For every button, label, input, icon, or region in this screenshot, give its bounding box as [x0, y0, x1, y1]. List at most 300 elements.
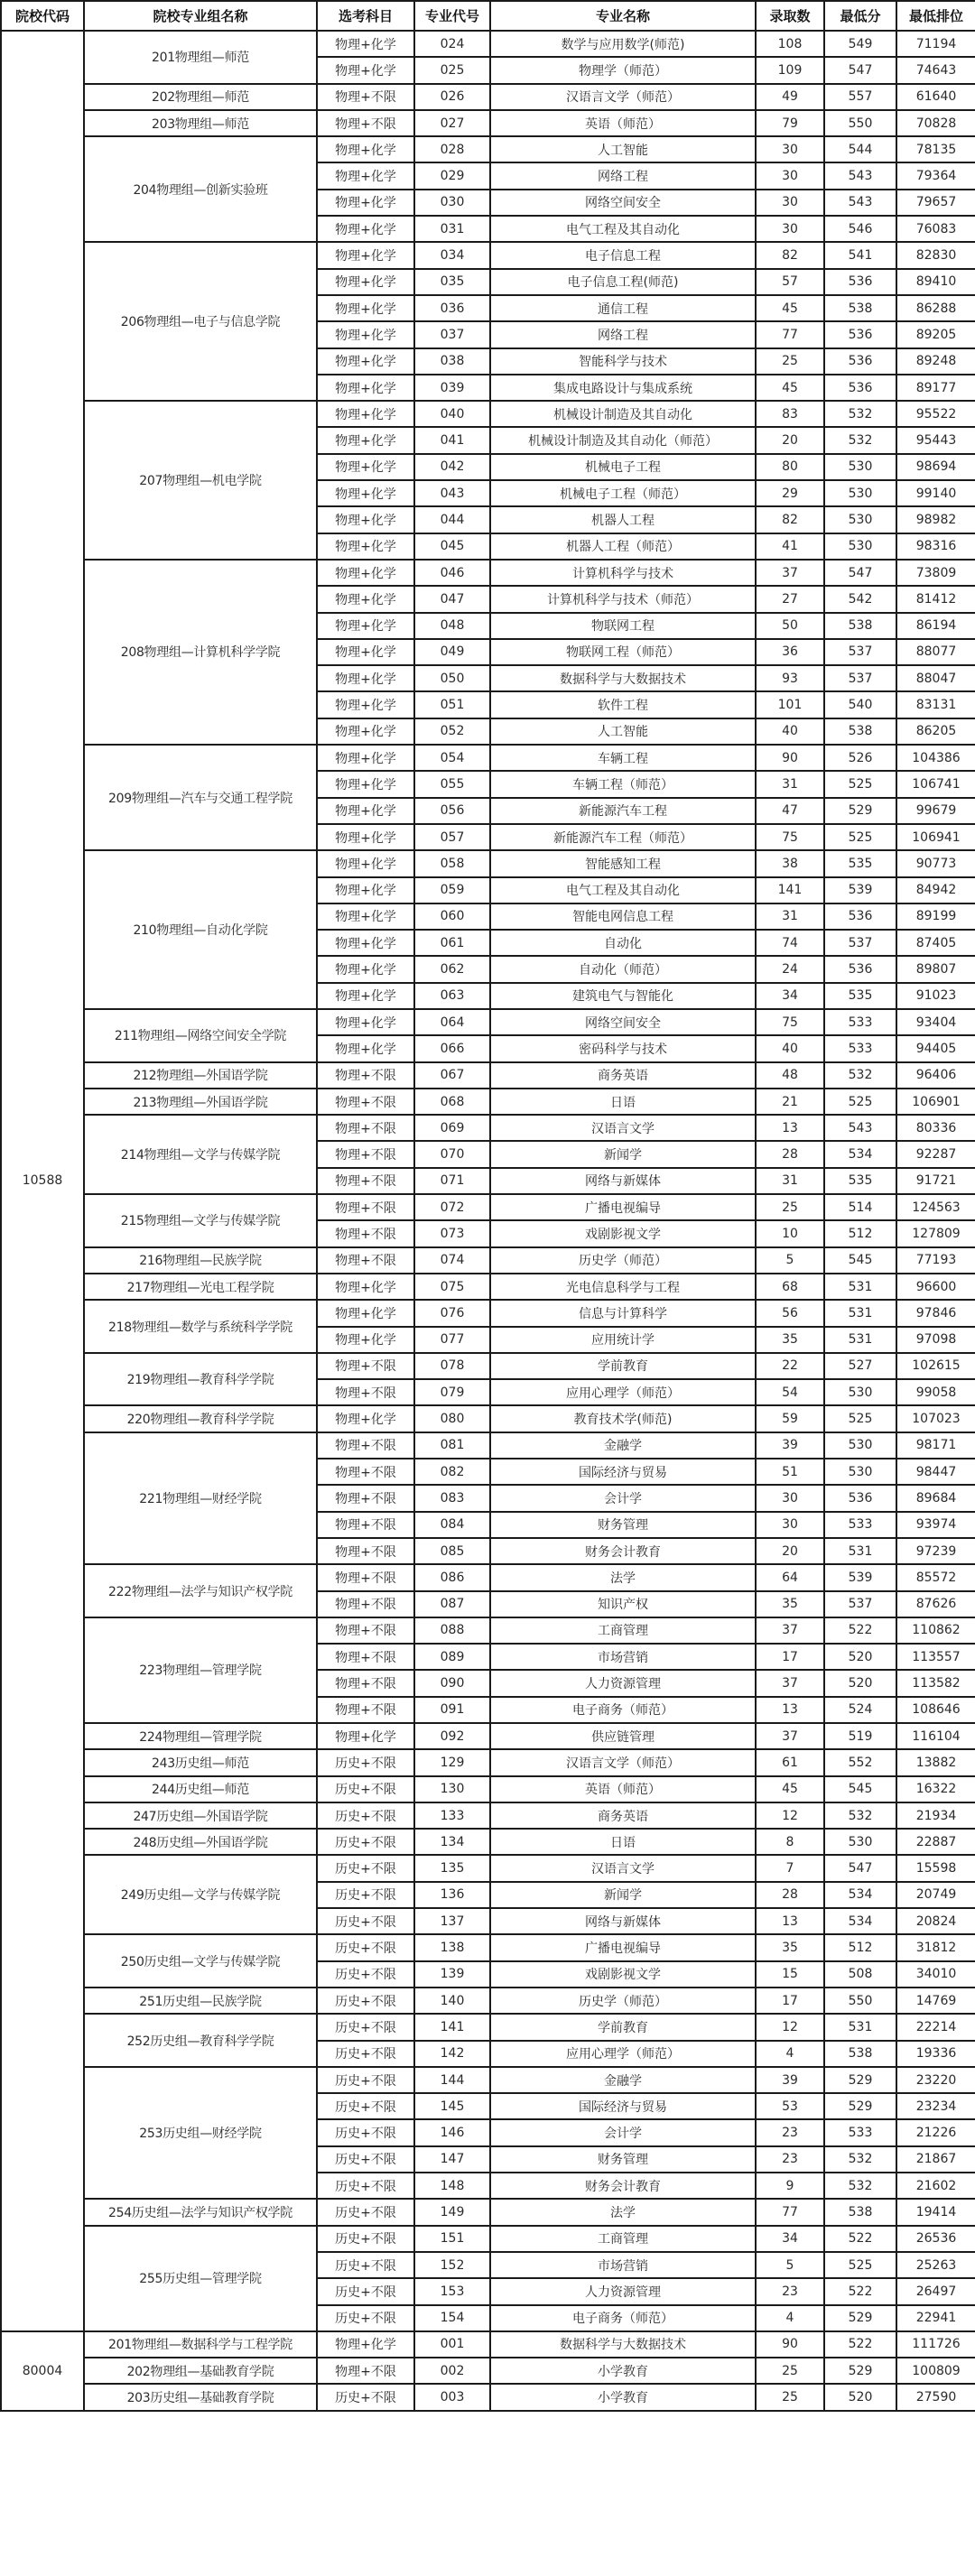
- subjects-cell: 物理+化学: [317, 586, 414, 612]
- major-name-cell: 网络工程: [490, 321, 756, 347]
- major-code-cell: 151: [414, 2226, 490, 2252]
- table-row: [1, 1617, 975, 1644]
- table-row: [1, 110, 975, 136]
- major-code-cell: 084: [414, 1512, 490, 1538]
- min-rank-cell: 87405: [896, 930, 975, 956]
- major-name-cell: 机器人工程: [490, 506, 756, 533]
- major-name-cell: 广播电视编导: [490, 1194, 756, 1220]
- major-name-cell: 新能源汽车工程（师范）: [490, 824, 756, 850]
- min-score-cell: 547: [824, 560, 896, 586]
- subjects-cell: 历史+不限: [317, 1961, 414, 1988]
- admitted-count-cell: 17: [756, 1988, 824, 2014]
- admitted-count-cell: 24: [756, 956, 824, 982]
- min-rank-cell: 79657: [896, 190, 975, 216]
- min-score-cell: 538: [824, 718, 896, 745]
- major-code-cell: 142: [414, 2041, 490, 2067]
- admitted-count-cell: 23: [756, 2278, 824, 2304]
- min-score-cell: 531: [824, 1327, 896, 1353]
- major-code-cell: 079: [414, 1379, 490, 1405]
- subjects-cell: 历史+不限: [317, 1908, 414, 1934]
- table-header: [1, 1, 975, 31]
- min-rank-cell: 79364: [896, 162, 975, 189]
- min-score-cell: 536: [824, 956, 896, 982]
- major-name-cell: 市场营销: [490, 2252, 756, 2278]
- min-score-cell: 530: [824, 1459, 896, 1485]
- min-rank-cell: 21867: [896, 2146, 975, 2173]
- major-code-cell: 034: [414, 242, 490, 268]
- min-score-cell: 535: [824, 850, 896, 876]
- subjects-cell: 物理+不限: [317, 1247, 414, 1274]
- major-name-cell: 机器人工程（师范）: [490, 533, 756, 560]
- admitted-count-cell: 34: [756, 983, 824, 1009]
- subjects-cell: 历史+不限: [317, 2384, 414, 2410]
- subjects-cell: 历史+不限: [317, 1776, 414, 1802]
- major-code-cell: 027: [414, 110, 490, 136]
- min-rank-cell: 86205: [896, 718, 975, 745]
- min-rank-cell: 89177: [896, 375, 975, 401]
- major-name-cell: 小学教育: [490, 2358, 756, 2384]
- admitted-count-cell: 51: [756, 1459, 824, 1485]
- subjects-cell: 物理+化学: [317, 718, 414, 745]
- subjects-cell: 物理+化学: [317, 31, 414, 57]
- subjects-cell: 物理+化学: [317, 1405, 414, 1432]
- min-score-cell: 529: [824, 2305, 896, 2331]
- min-rank-cell: 100809: [896, 2358, 975, 2384]
- group-name-cell: 201物理组—数据科学与工程学院: [84, 2331, 317, 2358]
- subjects-cell: 物理+化学: [317, 613, 414, 639]
- major-code-cell: 029: [414, 162, 490, 189]
- subjects-cell: 物理+化学: [317, 480, 414, 506]
- subjects-cell: 物理+化学: [317, 877, 414, 903]
- min-rank-cell: 82830: [896, 242, 975, 268]
- min-rank-cell: 98982: [896, 506, 975, 533]
- min-score-cell: 543: [824, 190, 896, 216]
- subjects-cell: 物理+化学: [317, 560, 414, 586]
- admitted-count-cell: 30: [756, 136, 824, 162]
- major-name-cell: 密码科学与技术: [490, 1035, 756, 1061]
- subjects-cell: 历史+不限: [317, 2252, 414, 2278]
- admitted-count-cell: 4: [756, 2305, 824, 2331]
- min-rank-cell: 127809: [896, 1220, 975, 1246]
- table-row: [1, 1300, 975, 1326]
- admitted-count-cell: 37: [756, 560, 824, 586]
- subjects-cell: 物理+不限: [317, 1564, 414, 1590]
- group-name-cell: 248历史组—外国语学院: [84, 1829, 317, 1855]
- min-rank-cell: 98447: [896, 1459, 975, 1485]
- table-row: [1, 242, 975, 268]
- min-score-cell: 538: [824, 295, 896, 321]
- min-score-cell: 536: [824, 375, 896, 401]
- subjects-cell: 历史+不限: [317, 1934, 414, 1960]
- subjects-cell: 物理+化学: [317, 798, 414, 824]
- major-name-cell: 机械设计制造及其自动化（师范）: [490, 427, 756, 453]
- major-code-cell: 141: [414, 2014, 490, 2040]
- major-code-cell: 057: [414, 824, 490, 850]
- min-score-cell: 530: [824, 1829, 896, 1855]
- min-rank-cell: 88077: [896, 639, 975, 665]
- min-score-cell: 525: [824, 1089, 896, 1115]
- min-score-cell: 532: [824, 2173, 896, 2199]
- major-name-cell: 国际经济与贸易: [490, 2093, 756, 2119]
- min-score-cell: 557: [824, 84, 896, 110]
- min-score-cell: 530: [824, 1432, 896, 1459]
- school-code-cell: 80004: [1, 2331, 84, 2411]
- group-name-cell: 202物理组—基础教育学院: [84, 2358, 317, 2384]
- min-score-cell: 525: [824, 824, 896, 850]
- major-code-cell: 086: [414, 1564, 490, 1590]
- subjects-cell: 物理+不限: [317, 1220, 414, 1246]
- min-rank-cell: 71194: [896, 31, 975, 57]
- min-rank-cell: 106941: [896, 824, 975, 850]
- major-code-cell: 055: [414, 771, 490, 797]
- major-name-cell: 供应链管理: [490, 1723, 756, 1749]
- admitted-count-cell: 64: [756, 1564, 824, 1590]
- major-name-cell: 网络空间安全: [490, 190, 756, 216]
- admitted-count-cell: 34: [756, 2226, 824, 2252]
- admitted-count-cell: 13: [756, 1115, 824, 1141]
- major-code-cell: 059: [414, 877, 490, 903]
- subjects-cell: 物理+化学: [317, 216, 414, 242]
- major-name-cell: 历史学（师范）: [490, 1988, 756, 2014]
- admitted-count-cell: 25: [756, 2358, 824, 2384]
- admitted-count-cell: 13: [756, 1697, 824, 1723]
- major-code-cell: 082: [414, 1459, 490, 1485]
- major-code-cell: 138: [414, 1934, 490, 1960]
- admitted-count-cell: 35: [756, 1591, 824, 1617]
- min-rank-cell: 84942: [896, 877, 975, 903]
- min-score-cell: 529: [824, 2358, 896, 2384]
- subjects-cell: 历史+不限: [317, 2119, 414, 2145]
- min-rank-cell: 89199: [896, 903, 975, 930]
- min-score-cell: 534: [824, 1908, 896, 1934]
- major-name-cell: 会计学: [490, 1485, 756, 1511]
- min-score-cell: 512: [824, 1934, 896, 1960]
- min-rank-cell: 98694: [896, 454, 975, 480]
- table-row: [1, 1353, 975, 1379]
- admitted-count-cell: 37: [756, 1723, 824, 1749]
- subjects-cell: 物理+不限: [317, 1194, 414, 1220]
- admitted-count-cell: 90: [756, 745, 824, 771]
- min-rank-cell: 26497: [896, 2278, 975, 2304]
- min-rank-cell: 94405: [896, 1035, 975, 1061]
- major-name-cell: 数据科学与大数据技术: [490, 2331, 756, 2358]
- admitted-count-cell: 75: [756, 824, 824, 850]
- min-rank-cell: 99679: [896, 798, 975, 824]
- table-row: [1, 850, 975, 876]
- admitted-count-cell: 31: [756, 1168, 824, 1194]
- table-row: [1, 1247, 975, 1274]
- major-code-cell: 129: [414, 1749, 490, 1775]
- major-code-cell: 039: [414, 375, 490, 401]
- subjects-cell: 物理+化学: [317, 348, 414, 375]
- major-name-cell: 智能科学与技术: [490, 348, 756, 375]
- major-code-cell: 036: [414, 295, 490, 321]
- major-code-cell: 048: [414, 613, 490, 639]
- admitted-count-cell: 53: [756, 2093, 824, 2119]
- group-name-cell: 220物理组—教育科学学院: [84, 1405, 317, 1432]
- major-code-cell: 046: [414, 560, 490, 586]
- major-code-cell: 078: [414, 1353, 490, 1379]
- major-name-cell: 日语: [490, 1089, 756, 1115]
- admitted-count-cell: 36: [756, 639, 824, 665]
- major-name-cell: 商务英语: [490, 1062, 756, 1089]
- min-score-cell: 522: [824, 2278, 896, 2304]
- admitted-count-cell: 13: [756, 1908, 824, 1934]
- min-score-cell: 550: [824, 1988, 896, 2014]
- admitted-count-cell: 68: [756, 1274, 824, 1300]
- subjects-cell: 物理+化学: [317, 190, 414, 216]
- min-score-cell: 539: [824, 1564, 896, 1590]
- subjects-cell: 物理+化学: [317, 850, 414, 876]
- group-name-cell: 223物理组—管理学院: [84, 1617, 317, 1723]
- min-rank-cell: 116104: [896, 1723, 975, 1749]
- major-code-cell: 068: [414, 1089, 490, 1115]
- admitted-count-cell: 77: [756, 2199, 824, 2225]
- header-group-name: 院校专业组名称: [84, 1, 317, 31]
- min-rank-cell: 25263: [896, 2252, 975, 2278]
- min-rank-cell: 22941: [896, 2305, 975, 2331]
- min-score-cell: 531: [824, 1274, 896, 1300]
- major-code-cell: 069: [414, 1115, 490, 1141]
- major-code-cell: 139: [414, 1961, 490, 1988]
- table-row: [1, 2067, 975, 2093]
- min-score-cell: 508: [824, 1961, 896, 1988]
- subjects-cell: 历史+不限: [317, 1829, 414, 1855]
- min-score-cell: 537: [824, 930, 896, 956]
- admitted-count-cell: 20: [756, 427, 824, 453]
- min-rank-cell: 77193: [896, 1247, 975, 1274]
- table-row: [1, 1934, 975, 1960]
- major-code-cell: 137: [414, 1908, 490, 1934]
- min-rank-cell: 95522: [896, 401, 975, 427]
- group-name-cell: 243历史组—师范: [84, 1749, 317, 1775]
- major-name-cell: 电子商务（师范）: [490, 2305, 756, 2331]
- group-name-cell: 201物理组—师范: [84, 31, 317, 84]
- min-rank-cell: 93974: [896, 1512, 975, 1538]
- major-name-cell: 应用心理学（师范）: [490, 1379, 756, 1405]
- major-name-cell: 金融学: [490, 2067, 756, 2093]
- admitted-count-cell: 93: [756, 665, 824, 691]
- min-rank-cell: 26536: [896, 2226, 975, 2252]
- major-name-cell: 财务管理: [490, 1512, 756, 1538]
- major-name-cell: 学前教育: [490, 1353, 756, 1379]
- major-code-cell: 144: [414, 2067, 490, 2093]
- min-rank-cell: 13882: [896, 1749, 975, 1775]
- major-name-cell: 智能电网信息工程: [490, 903, 756, 930]
- admitted-count-cell: 5: [756, 1247, 824, 1274]
- min-score-cell: 533: [824, 1512, 896, 1538]
- min-rank-cell: 88047: [896, 665, 975, 691]
- min-score-cell: 547: [824, 57, 896, 83]
- admitted-count-cell: 5: [756, 2252, 824, 2278]
- admitted-count-cell: 56: [756, 1300, 824, 1326]
- admitted-count-cell: 40: [756, 718, 824, 745]
- major-code-cell: 083: [414, 1485, 490, 1511]
- major-name-cell: 电子商务（师范）: [490, 1697, 756, 1723]
- major-name-cell: 市场营销: [490, 1644, 756, 1670]
- major-name-cell: 人力资源管理: [490, 1670, 756, 1696]
- min-rank-cell: 91721: [896, 1168, 975, 1194]
- min-rank-cell: 124563: [896, 1194, 975, 1220]
- major-name-cell: 金融学: [490, 1432, 756, 1459]
- subjects-cell: 物理+化学: [317, 242, 414, 268]
- major-name-cell: 学前教育: [490, 2014, 756, 2040]
- major-name-cell: 建筑电气与智能化: [490, 983, 756, 1009]
- major-name-cell: 财务会计教育: [490, 1538, 756, 1564]
- min-score-cell: 547: [824, 1855, 896, 1881]
- subjects-cell: 物理+不限: [317, 1591, 414, 1617]
- subjects-cell: 历史+不限: [317, 2067, 414, 2093]
- min-score-cell: 541: [824, 242, 896, 268]
- admitted-count-cell: 20: [756, 1538, 824, 1564]
- admitted-count-cell: 101: [756, 691, 824, 718]
- min-score-cell: 527: [824, 1353, 896, 1379]
- major-name-cell: 通信工程: [490, 295, 756, 321]
- subjects-cell: 物理+不限: [317, 1062, 414, 1089]
- major-name-cell: 电气工程及其自动化: [490, 216, 756, 242]
- min-score-cell: 530: [824, 506, 896, 533]
- table-row: [1, 745, 975, 771]
- min-score-cell: 536: [824, 348, 896, 375]
- table-row: [1, 1009, 975, 1035]
- table-row: [1, 1405, 975, 1432]
- group-name-cell: 202物理组—师范: [84, 84, 317, 110]
- major-name-cell: 人工智能: [490, 136, 756, 162]
- subjects-cell: 物理+不限: [317, 1697, 414, 1723]
- major-name-cell: 汉语言文学（师范）: [490, 1749, 756, 1775]
- admitted-count-cell: 27: [756, 586, 824, 612]
- min-score-cell: 534: [824, 1882, 896, 1908]
- major-name-cell: 数据科学与大数据技术: [490, 665, 756, 691]
- major-name-cell: 计算机科学与技术: [490, 560, 756, 586]
- min-score-cell: 535: [824, 1168, 896, 1194]
- major-code-cell: 085: [414, 1538, 490, 1564]
- subjects-cell: 物理+不限: [317, 1538, 414, 1564]
- header-major-code: 专业代号: [414, 1, 490, 31]
- min-score-cell: 520: [824, 1670, 896, 1696]
- major-name-cell: 人工智能: [490, 718, 756, 745]
- admitted-count-cell: 35: [756, 1327, 824, 1353]
- table-row: [1, 2358, 975, 2384]
- min-rank-cell: 23220: [896, 2067, 975, 2093]
- subjects-cell: 历史+不限: [317, 1802, 414, 1829]
- min-rank-cell: 106741: [896, 771, 975, 797]
- major-name-cell: 英语（师范）: [490, 110, 756, 136]
- admitted-count-cell: 80: [756, 454, 824, 480]
- admitted-count-cell: 40: [756, 1035, 824, 1061]
- major-code-cell: 035: [414, 269, 490, 295]
- admitted-count-cell: 12: [756, 1802, 824, 1829]
- major-name-cell: 机械设计制造及其自动化: [490, 401, 756, 427]
- subjects-cell: 物理+化学: [317, 506, 414, 533]
- table-row: [1, 2384, 975, 2410]
- min-score-cell: 535: [824, 983, 896, 1009]
- min-score-cell: 531: [824, 2014, 896, 2040]
- major-code-cell: 038: [414, 348, 490, 375]
- major-code-cell: 050: [414, 665, 490, 691]
- major-name-cell: 应用心理学（师范）: [490, 2041, 756, 2067]
- major-code-cell: 003: [414, 2384, 490, 2410]
- major-code-cell: 134: [414, 1829, 490, 1855]
- min-score-cell: 545: [824, 1247, 896, 1274]
- min-score-cell: 530: [824, 1379, 896, 1405]
- subjects-cell: 历史+不限: [317, 2041, 414, 2067]
- major-code-cell: 063: [414, 983, 490, 1009]
- major-name-cell: 物联网工程: [490, 613, 756, 639]
- min-rank-cell: 21934: [896, 1802, 975, 1829]
- min-score-cell: 520: [824, 1644, 896, 1670]
- header-school-code: 院校代码: [1, 1, 84, 31]
- min-score-cell: 539: [824, 877, 896, 903]
- min-rank-cell: 95443: [896, 427, 975, 453]
- major-code-cell: 062: [414, 956, 490, 982]
- admitted-count-cell: 39: [756, 2067, 824, 2093]
- min-score-cell: 512: [824, 1220, 896, 1246]
- major-name-cell: 戏剧影视文学: [490, 1220, 756, 1246]
- major-code-cell: 071: [414, 1168, 490, 1194]
- min-score-cell: 530: [824, 480, 896, 506]
- major-code-cell: 028: [414, 136, 490, 162]
- major-code-cell: 025: [414, 57, 490, 83]
- admitted-count-cell: 4: [756, 2041, 824, 2067]
- subjects-cell: 历史+不限: [317, 2014, 414, 2040]
- min-rank-cell: 73809: [896, 560, 975, 586]
- major-code-cell: 043: [414, 480, 490, 506]
- min-rank-cell: 99140: [896, 480, 975, 506]
- min-rank-cell: 97239: [896, 1538, 975, 1564]
- table-row: [1, 1089, 975, 1115]
- major-name-cell: 物联网工程（师范）: [490, 639, 756, 665]
- major-name-cell: 智能感知工程: [490, 850, 756, 876]
- table-row: [1, 1855, 975, 1881]
- subjects-cell: 物理+不限: [317, 1089, 414, 1115]
- major-code-cell: 056: [414, 798, 490, 824]
- min-rank-cell: 111726: [896, 2331, 975, 2358]
- subjects-cell: 历史+不限: [317, 2199, 414, 2225]
- group-name-cell: 254历史组—法学与知识产权学院: [84, 2199, 317, 2225]
- group-name-cell: 214物理组—文学与传媒学院: [84, 1115, 317, 1194]
- group-name-cell: 247历史组—外国语学院: [84, 1802, 317, 1829]
- subjects-cell: 物理+化学: [317, 691, 414, 718]
- group-name-cell: 206物理组—电子与信息学院: [84, 242, 317, 401]
- subjects-cell: 历史+不限: [317, 2226, 414, 2252]
- subjects-cell: 物理+化学: [317, 401, 414, 427]
- header-subjects: 选考科目: [317, 1, 414, 31]
- min-rank-cell: 98316: [896, 533, 975, 560]
- subjects-cell: 历史+不限: [317, 2305, 414, 2331]
- subjects-cell: 物理+化学: [317, 824, 414, 850]
- min-score-cell: 550: [824, 110, 896, 136]
- group-name-cell: 252历史组—教育科学学院: [84, 2014, 317, 2067]
- min-score-cell: 519: [824, 1723, 896, 1749]
- major-name-cell: 财务会计教育: [490, 2173, 756, 2199]
- major-code-cell: 001: [414, 2331, 490, 2358]
- subjects-cell: 历史+不限: [317, 2173, 414, 2199]
- min-rank-cell: 83131: [896, 691, 975, 718]
- admitted-count-cell: 37: [756, 1617, 824, 1644]
- subjects-cell: 历史+不限: [317, 2146, 414, 2173]
- min-score-cell: 537: [824, 665, 896, 691]
- major-code-cell: 140: [414, 1988, 490, 2014]
- major-code-cell: 044: [414, 506, 490, 533]
- admitted-count-cell: 25: [756, 2384, 824, 2410]
- min-rank-cell: 89205: [896, 321, 975, 347]
- min-score-cell: 544: [824, 136, 896, 162]
- admitted-count-cell: 9: [756, 2173, 824, 2199]
- subjects-cell: 历史+不限: [317, 1882, 414, 1908]
- major-code-cell: 072: [414, 1194, 490, 1220]
- major-code-cell: 051: [414, 691, 490, 718]
